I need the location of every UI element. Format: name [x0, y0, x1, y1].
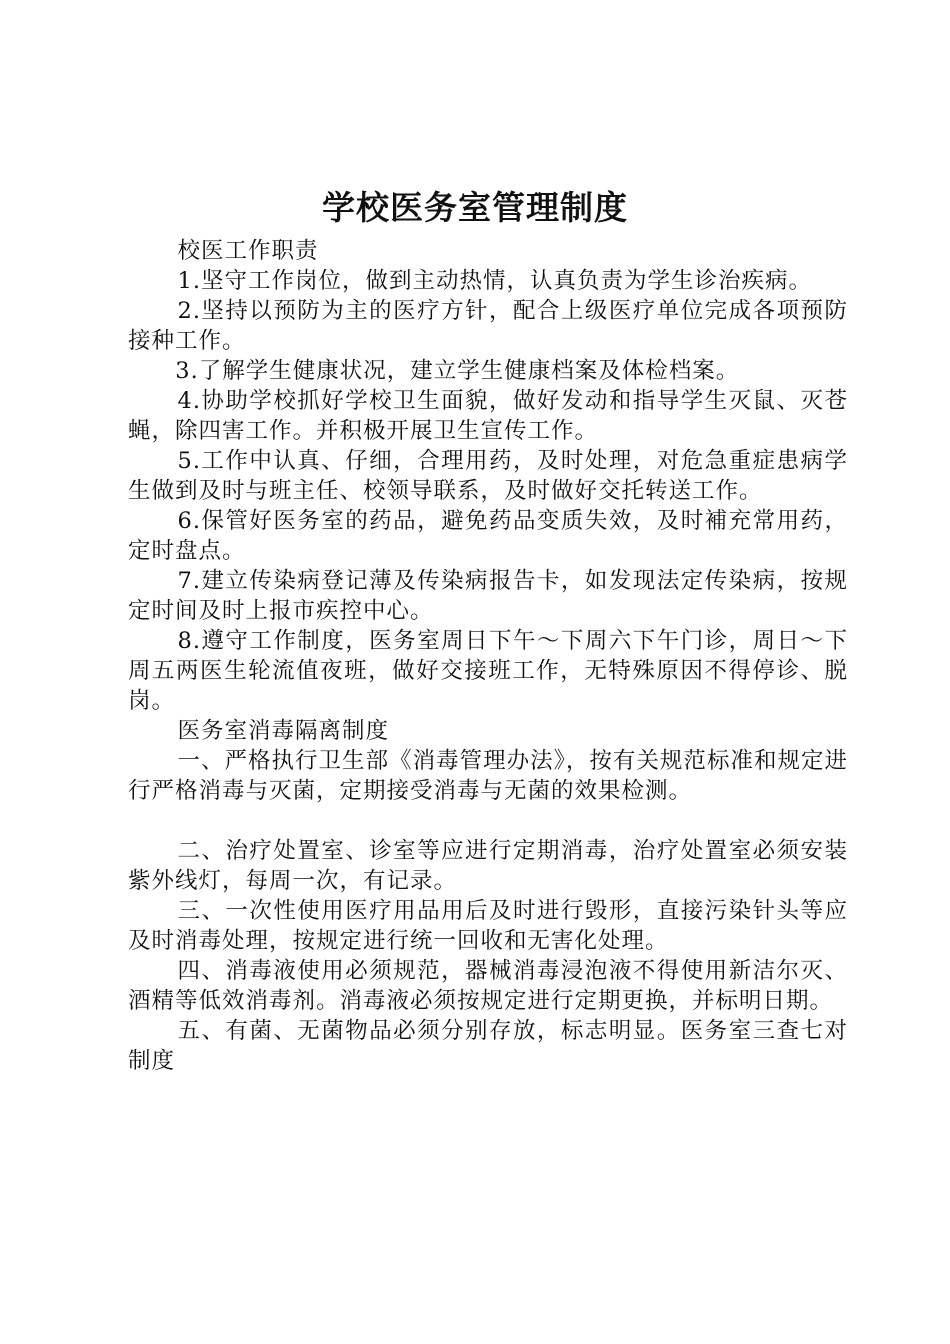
- document-body: [128, 236, 848, 1076]
- list-item: 四、消毒液使用必须规范，器械消毒浸泡液不得使用新洁尔灭、酒精等低效消毒剂。消毒液必须按规定进行定期更换，并标明日期。: [128, 958, 848, 1014]
- list-item: 二、治疗处置室、诊室等应进行定期消毒，治疗处置室必须安装紫外线灯，每周一次，有记录。: [128, 838, 848, 894]
- list-item: 3.了解学生健康状况，建立学生健康档案及体检档案。: [175, 358, 740, 384]
- list-item: 三、一次性使用医疗用品用后及时进行毁形，直接污染针头等应及时消毒处理，按规定进行统一回收和无害化处理。: [128, 898, 848, 954]
- list-item: 6.保管好医务室的药品，避免药品变质失效，及时補充常用药，定时盘点。: [128, 508, 848, 564]
- list-item: 1.坚守工作岗位，做到主动热情，认真负责为学生诊治疾病。: [177, 268, 812, 294]
- list-item: 7.建立传染病登记薄及传染病报告卡，如发现法定传染病，按规定时间及时上报市疾控中心。: [128, 568, 848, 624]
- section-heading: 校医工作职责: [177, 238, 319, 264]
- list-item: 五、有菌、无菌物品必须分别存放，标志明显。医务室三查七对制度: [128, 1018, 848, 1074]
- blank-line: [128, 806, 848, 836]
- list-item: 一、严格执行卫生部《消毒管理办法》，按有关规范标准和规定进行严格消毒与灭菌，定期接受消毒与无菌的效果检测。: [128, 748, 848, 804]
- list-item: 2.坚持以预防为主的医疗方针，配合上级医疗单位完成各项预防接种工作。: [128, 298, 848, 354]
- list-item: 4.协助学校抓好学校卫生面貌，做好发动和指导学生灭鼠、灭苍蝇，除四害工作。并积极开展卫生宣传工作。: [128, 388, 848, 444]
- list-item: 5.工作中认真、仔细，合理用药，及时处理，对危急重症患病学生做到及时与班主任、校领导联系，及时做好交托转送工作。: [128, 448, 848, 504]
- document-title: 学校医务室管理制度: [322, 188, 628, 227]
- list-item: 8.遵守工作制度，医务室周日下午～下周六下午门诊，周日～下周五两医生轮流值夜班，做好交接班工作，无特殊原因不得停诊、脱岗。: [128, 628, 848, 714]
- section-heading: 医务室消毒隔离制度: [177, 718, 390, 744]
